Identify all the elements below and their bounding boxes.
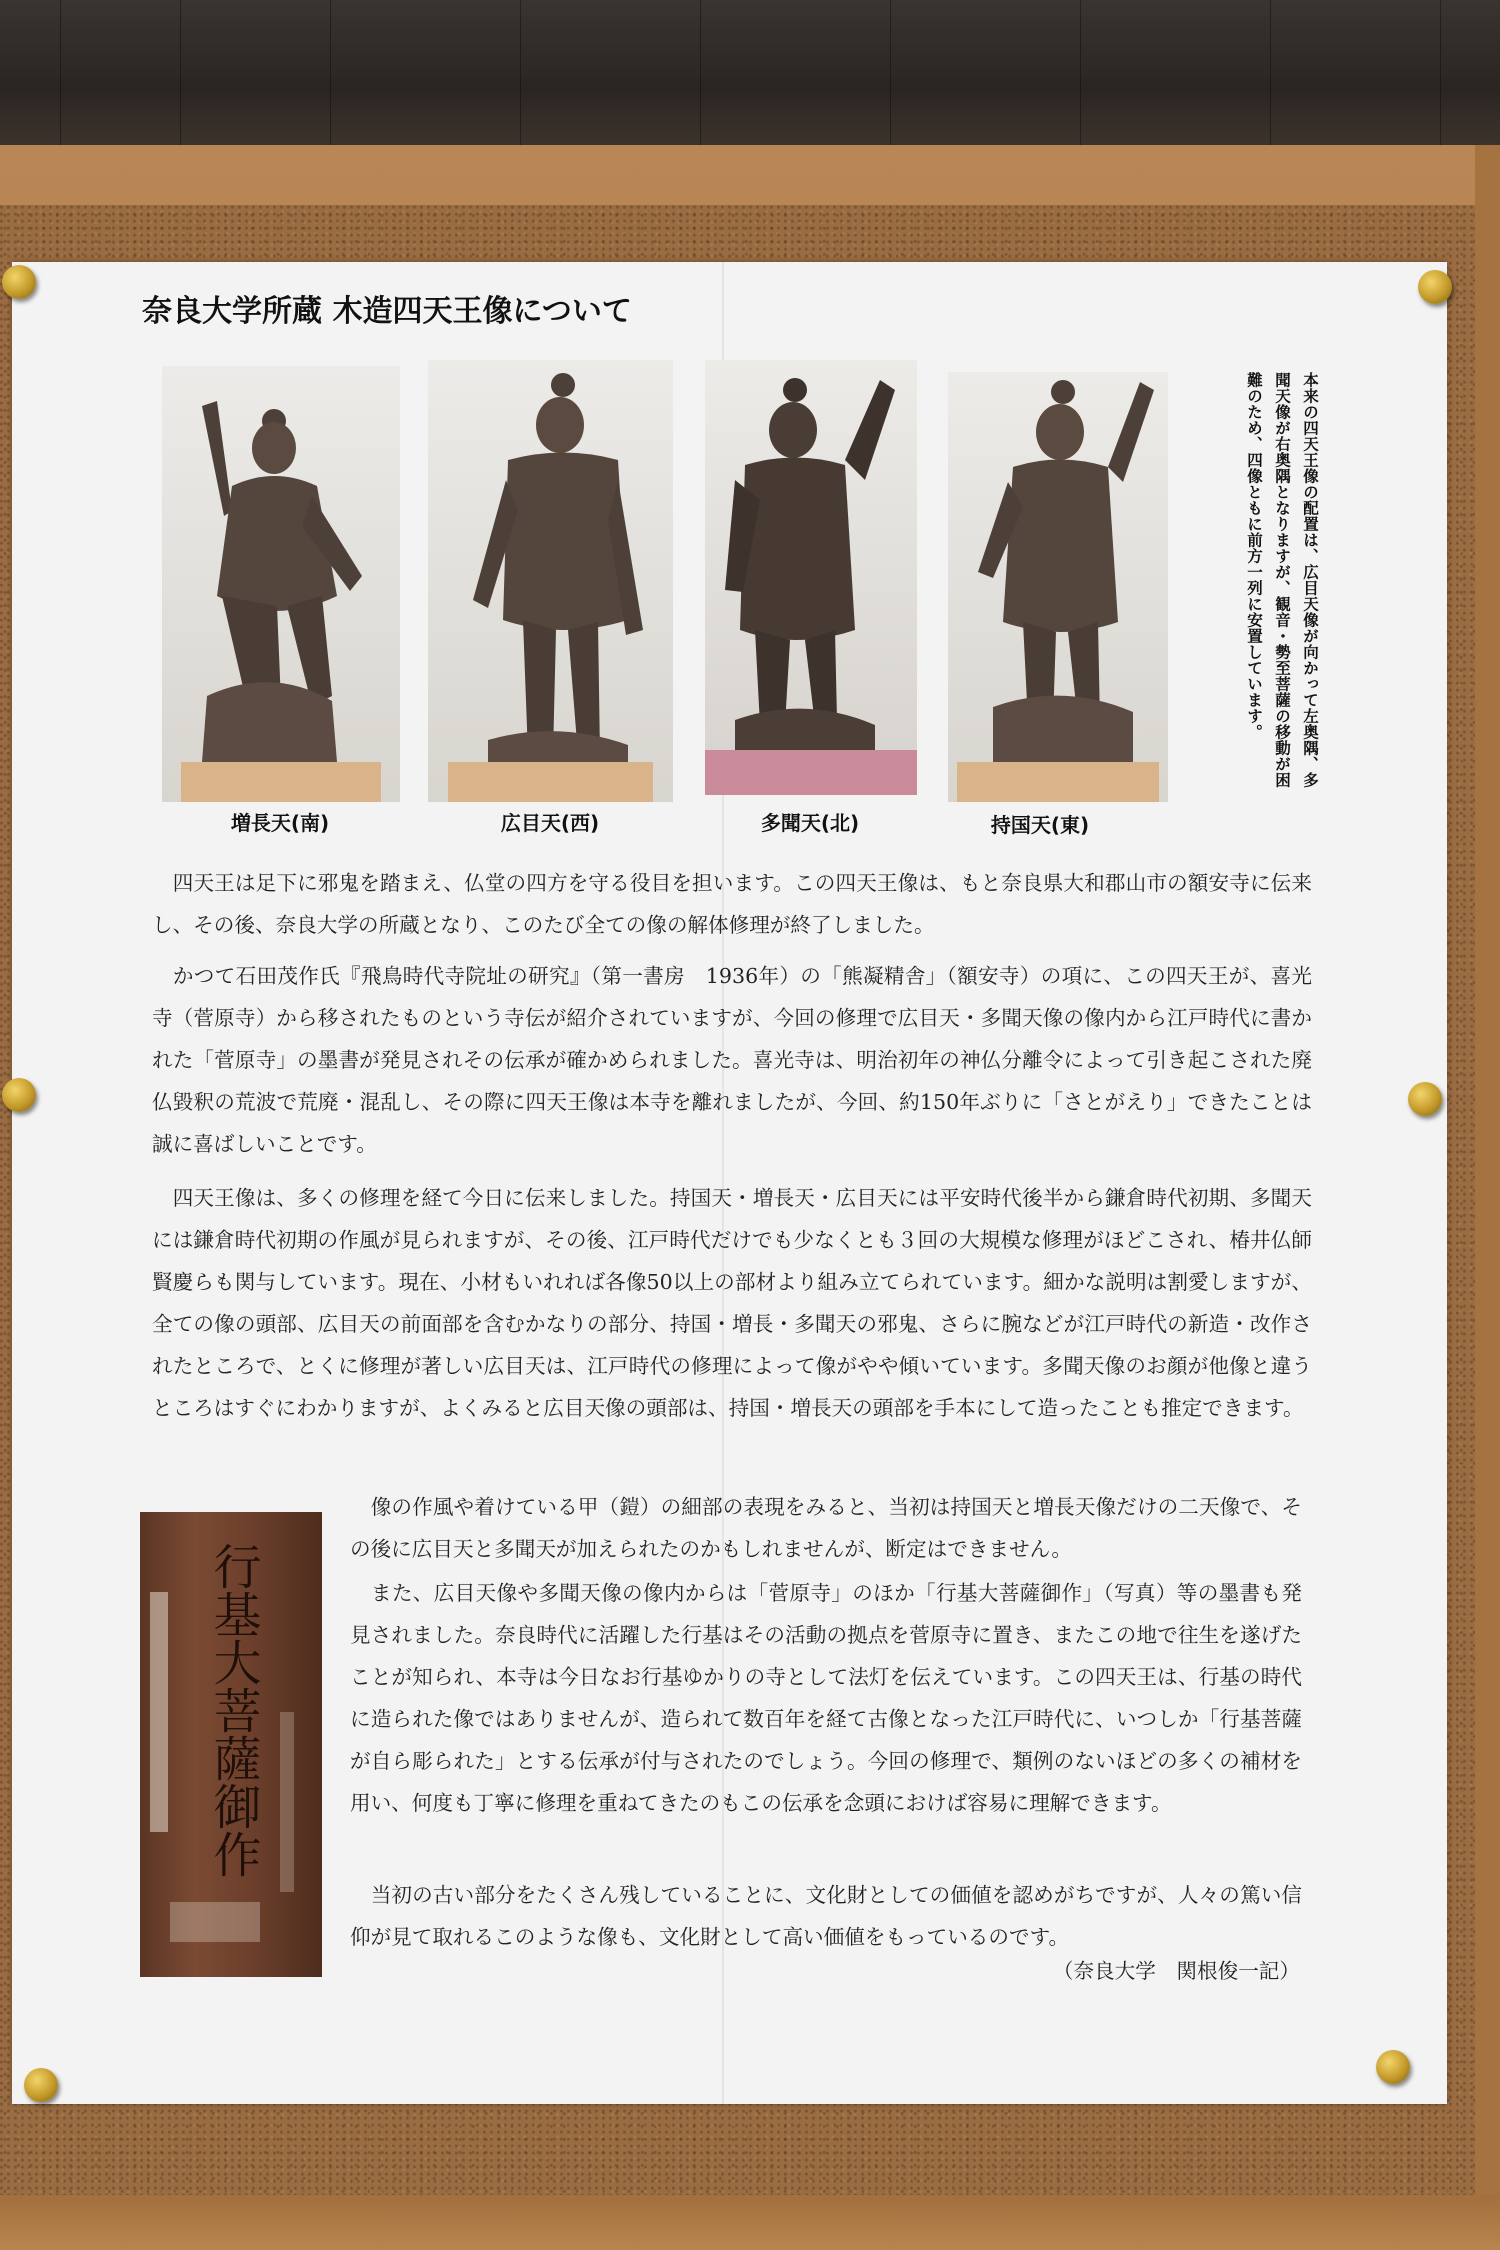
thumbtack-pin-icon: [2, 1078, 36, 1112]
frame-bottom-edge: [0, 2195, 1500, 2250]
thumbtack-pin-icon: [2, 265, 36, 299]
statue-figure-icon: [162, 366, 400, 802]
photo-caption: 広目天(西): [500, 811, 600, 835]
inscription-photo: [140, 1512, 322, 1977]
placement-note: 本来の四天王像の配置は、広目天像が向かって左奥隅、多聞天像が右奥隅となりますが、観音・勢至菩薩の移動が困難のため、四像ともに前方一列に安置しています。: [1245, 372, 1319, 788]
body-paragraph: 像の作風や着けている甲（鎧）の細部の表現をみると、当初は持国天と増長天像だけの二天像で、その後に広目天と多聞天が加えられたのかもしれませんが、断定はできません。: [350, 1495, 1302, 1561]
statue-photo-zochoten: [162, 366, 400, 802]
statue-photo-komokuten: [428, 360, 673, 802]
thumbtack-pin-icon: [1408, 1082, 1442, 1116]
statue-photo-jikokuten: [948, 372, 1168, 802]
statue-figure-icon: [705, 360, 917, 795]
photo-caption: 持国天(東): [990, 813, 1090, 837]
body-paragraph: 四天王は足下に邪鬼を踏まえ、仏堂の四方を守る役目を担います。この四天王像は、もと奈良県大和郡山市の額安寺に伝来し、その後、奈良大学の所蔵となり、このたび全ての像の解体修理が終了しました。: [152, 871, 1312, 937]
thumbtack-pin-icon: [1418, 270, 1452, 304]
photo-caption: 増長天(南): [230, 811, 330, 835]
photo-caption: 多聞天(北): [760, 811, 860, 835]
inscription-text: 行基大菩薩御作: [205, 1542, 261, 1878]
body-paragraph: かつて石田茂作氏『飛鳥時代寺院址の研究』（第一書房 1936年）の「熊凝精舎」（額安寺）の項に、この四天王が、喜光寺（菅原寺）から移されたものという寺伝が紹介されていますが、今回の修理で広目天・多聞天像の像内から江戸時代に書かれた「菅原寺」の墨書が発見されその伝承が確かめられました。喜光寺は、明治初年の神仏分離令によって引き起こされた廃仏毀釈の荒波で荒廃・混乱し、その際に四天王像は本寺を離れましたが、今回、約150年ぶりに「さとがえり」できたことは誠に喜ばしいことです。: [152, 964, 1312, 1156]
body-paragraph: 四天王像は、多くの修理を経て今日に伝来しました。持国天・増長天・広目天には平安時代後半から鎌倉時代初期、多聞天には鎌倉時代初期の作風が見られますが、その後、江戸時代だけでも少なくとも３回の大規模な修理がほどこされ、椿井仏師賢慶らも関与しています。現在、小材もいれれば各像50以上の部材より組み立てられています。細かな説明は割愛しますが、全ての像の頭部、広目天の前面部を含むかなりの部分、持国・増長・多聞天の邪鬼、さらに腕などが江戸時代の新造・改作されたところで、とくに修理が著しい広目天は、江戸時代の修理によって像がやや傾いています。多聞天像のお顔が他像と違うところはすぐにわかりますが、よくみると広目天像の頭部は、持国・増長天の頭部を手本にして造ったことも推定できます。: [152, 1186, 1312, 1420]
thumbtack-pin-icon: [24, 2068, 58, 2102]
statue-figure-icon: [948, 372, 1168, 802]
author-signature: （奈良大学 関根俊一記）: [1052, 1959, 1300, 1983]
frame-right-edge: [1475, 145, 1500, 2250]
wooden-wall: [0, 0, 1500, 150]
thumbtack-pin-icon: [1376, 2050, 1410, 2084]
statue-photo-tamonten: [705, 360, 917, 795]
statue-figure-icon: [428, 360, 673, 802]
body-paragraph: 当初の古い部分をたくさん残していることに、文化財としての価値を認めがちですが、人々の篤い信仰が見て取れるこのような像も、文化財として高い価値をもっているのです。: [350, 1883, 1302, 1949]
body-paragraph: また、広目天像や多聞天像の像内からは「菅原寺」のほか「行基大菩薩御作」（写真）等の墨書も発見されました。奈良時代に活躍した行基はその活動の拠点を菅原寺に置き、またこの地で往生を遂げたことが知られ、本寺は今日なお行基ゆかりの寺として法灯を伝えています。この四天王は、行基の時代に造られた像ではありませんが、造られて数百年を経て古像となった江戸時代に、いつしか「行基菩薩が自ら彫られた」とする伝承が付与されたのでしょう。今回の修理で、類例のないほどの多くの補材を用い、何度も丁寧に修理を重ねてきたのもこの伝承を念頭におけば容易に理解できます。: [350, 1581, 1302, 1815]
page-title: 奈良大学所蔵 木造四天王像について: [142, 294, 632, 329]
